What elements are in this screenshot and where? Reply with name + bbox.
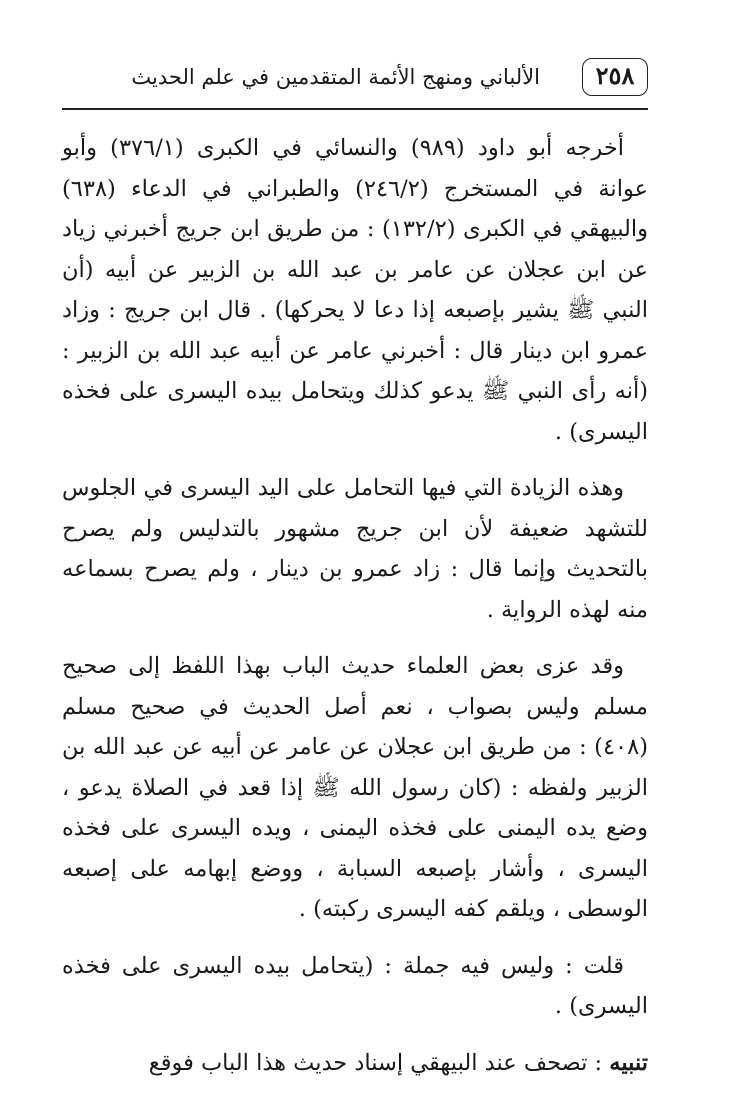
paragraph-takhrij: أخرجه أبو داود (٩٨٩) والنسائي في الكبرى (٣٧٦/١) وأبو عوانة في المستخرج (٢٤٦/٢) والطبراني في الدعاء (٦٣٨) والبيهقي في الكبرى (١٣٢/٢) : من طريق ابن جريج أخبرني زياد عن ابن عجلان عن عامر بن عبد الله بن الزبير عن أبيه (أن النبي ﷺ يشير بإصبعه إذا دعا لا يحركها) . قال ابن جريج : وزاد عمرو ابن دينار قال : أخبرني عامر عن أبيه عبد الله بن الزبير : (أنه رأى النبي ﷺ يدعو كذلك ويتحامل بيده اليسرى على فخذه اليسرى) . — [62, 135, 648, 445]
header-rule — [62, 108, 648, 110]
note-paragraph — [62, 1043, 648, 1084]
paragraph-comment: قلت : وليس فيه جملة : (يتحامل بيده اليسرى على فخذه اليسرى) . — [62, 952, 648, 1019]
page-header — [62, 52, 648, 110]
note-text: : تصحف عند البيهقي إسناد حديث هذا الباب فوقع — [148, 1049, 610, 1076]
page-body — [62, 128, 648, 1099]
paragraph-weakness: وهذه الزيادة التي فيها التحامل على اليد اليسرى في الجلوس للتشهد ضعيفة لأن ابن جريج مشهور بالتدليس ولم يصرح بالتحديث وإنما قال : زاد عمرو بن دينار ، ولم يصرح بسماعه منه لهذه الرواية . — [62, 475, 648, 623]
paragraph-muslim: وقد عزى بعض العلماء حديث الباب بهذا اللفظ إلى صحيح مسلم وليس بصواب ، نعم أصل الحديث في صحيح مسلم (٤٠٨) : من طريق ابن عجلان عن عامر عن أبيه عن عبد الله بن الزبير ولفظه : (كان رسول الله ﷺ إذا قعد في الصلاة يدعو ، وضع يده اليمنى على فخذه اليمنى ، ويده اليسرى على فخذه اليسرى ، وأشار بإصبعه السبابة ، ووضع إبهامه على إصبعه الوسطى ، ويلقم كفه اليسرى ركبته) . — [62, 653, 648, 922]
running-title: الألباني ومنهج الأئمة المتقدمين في علم الحديث — [131, 65, 540, 89]
note-label: تنبيه — [609, 1049, 648, 1076]
page-number: ٢٥٨ — [582, 58, 648, 96]
